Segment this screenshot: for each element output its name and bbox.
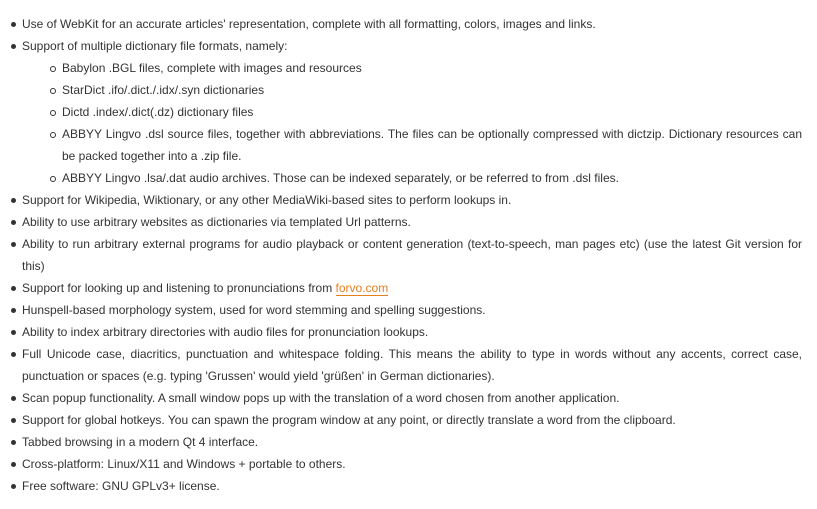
format-item-babylon: Babylon .BGL files, complete with images and resources [62, 57, 802, 79]
feature-item-hotkeys: Support for global hotkeys. You can spawn the program window at any point, or directly translate a word from the clipboard. [22, 409, 802, 431]
feature-item-license: Free software: GNU GPLv3+ license. [22, 475, 802, 497]
feature-item-forvo [22, 277, 802, 299]
feature-item-formats-label: Support of multiple dictionary file formats, namely: [22, 39, 288, 53]
feature-item-tabbed: Tabbed browsing in a modern Qt 4 interface. [22, 431, 802, 453]
feature-item-popup: Scan popup functionality. A small window pops up with the translation of a word chosen from another application. [22, 387, 802, 409]
feature-item-formats [22, 35, 802, 189]
feature-list [0, 13, 802, 497]
feature-item-hunspell: Hunspell-based morphology system, used for word stemming and spelling suggestions. [22, 299, 802, 321]
format-sublist [22, 57, 802, 189]
feature-item-unicode: Full Unicode case, diacritics, punctuation and whitespace folding. This means the ability to type in words without any accents, correct case, punctuation or spaces (e.g. typing 'Grussen' would yield 'grüßen' in German dictionaries). [22, 343, 802, 387]
format-item-stardict: StarDict .ifo/.dict./.idx/.syn dictionaries [62, 79, 802, 101]
feature-item-programs: Ability to run arbitrary external programs for audio playback or content generation (text-to-speech, man pages etc) (use the latest Git version for this) [22, 233, 802, 277]
format-item-dsl: ABBYY Lingvo .dsl source files, together with abbreviations. The files can be optionally compressed with dictzip. Dictionary resources can be packed together into a .zip file. [62, 123, 802, 167]
feature-item-platform: Cross-platform: Linux/X11 and Windows + portable to others. [22, 453, 802, 475]
feature-item-audio-dirs: Ability to index arbitrary directories with audio files for pronunciation lookups. [22, 321, 802, 343]
feature-item-forvo-text: Support for looking up and listening to pronunciations from [22, 281, 336, 295]
format-item-dictd: Dictd .index/.dict(.dz) dictionary files [62, 101, 802, 123]
format-item-lsa: ABBYY Lingvo .lsa/.dat audio archives. Those can be indexed separately, or be referred to from .dsl files. [62, 167, 802, 189]
feature-item-wiki: Support for Wikipedia, Wiktionary, or any other MediaWiki-based sites to perform lookups in. [22, 189, 802, 211]
feature-item-webkit: Use of WebKit for an accurate articles' representation, complete with all formatting, colors, images and links. [22, 13, 802, 35]
forvo-link[interactable]: forvo.com [335, 281, 389, 295]
feature-item-websites: Ability to use arbitrary websites as dictionaries via templated Url patterns. [22, 211, 802, 233]
